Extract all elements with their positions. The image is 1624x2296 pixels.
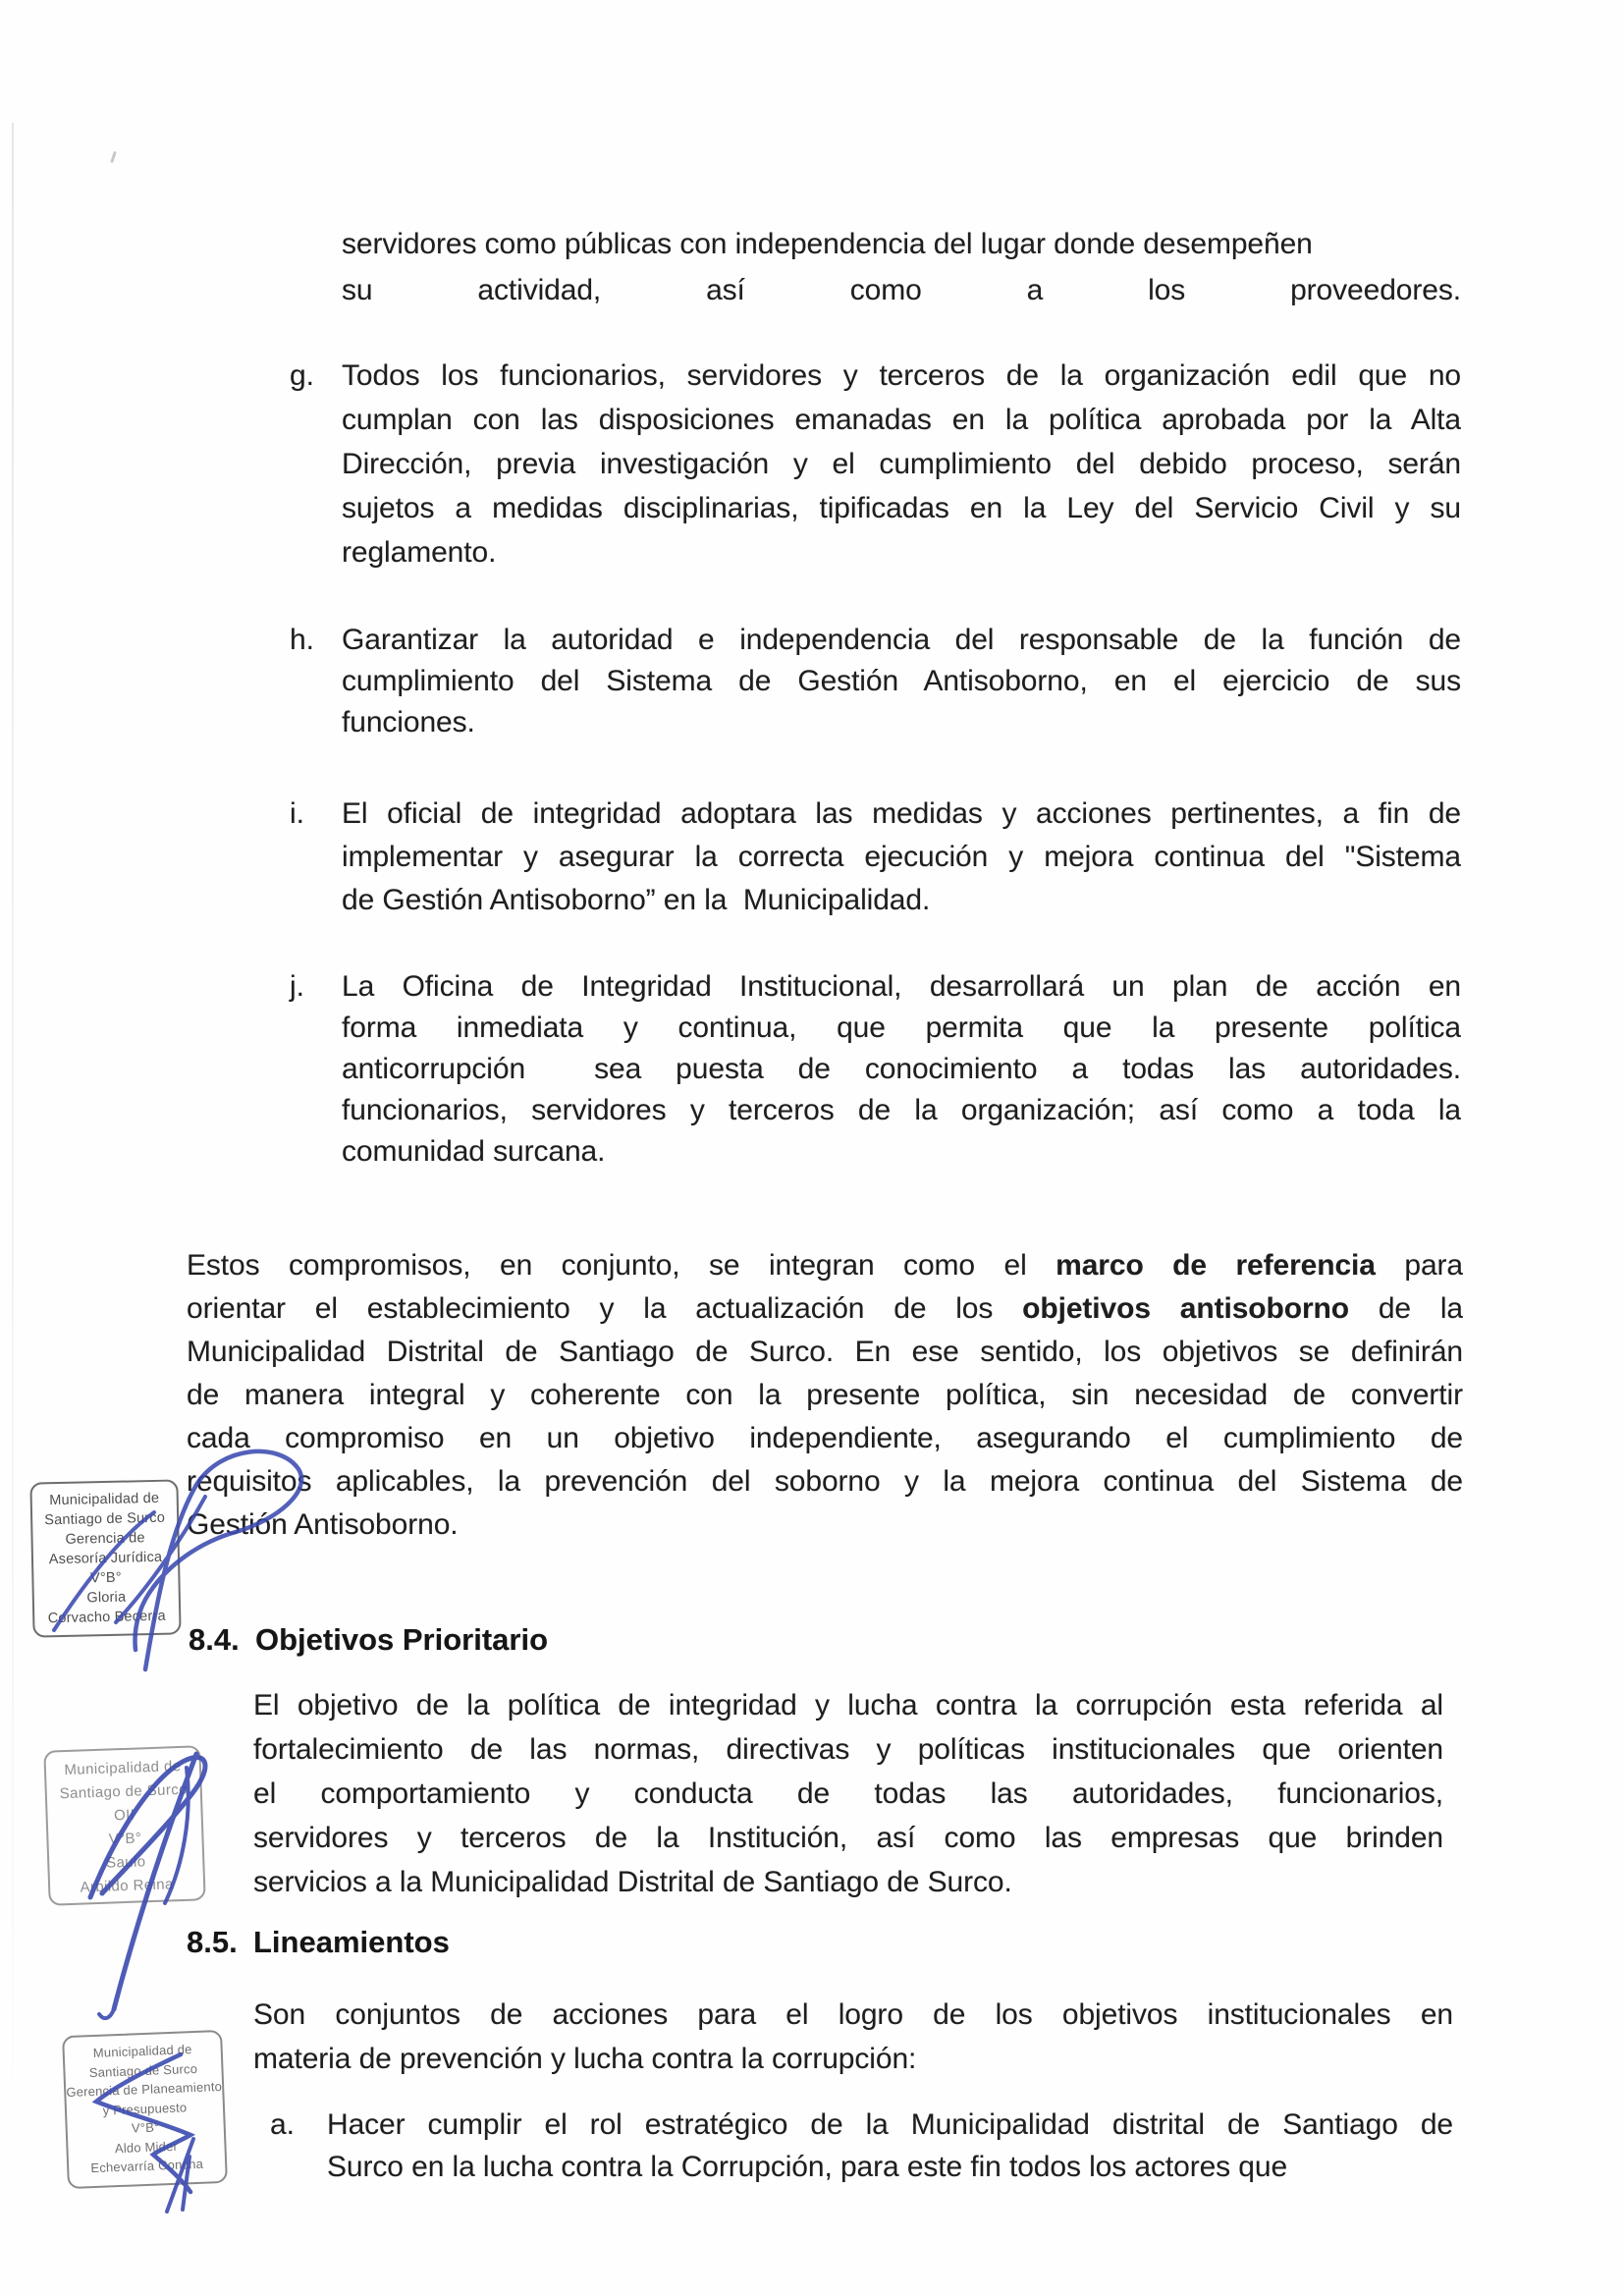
text-line: Surco en la lucha contra la Corrupción, para este fin todos los actores que [327,2151,1288,2183]
stamp-line: Echevarría Concha [90,2156,204,2176]
text-line: requisitos aplicables, la prevención del soborno y la mejora continua del Sistema de [187,1465,1463,1498]
text-line: forma inmediata y continua, que permita que la presente política [342,1011,1461,1044]
stamp-gerencia-planeamiento [62,2030,228,2189]
text-line: Todos los funcionarios, servidores y terceros de la organización edil que no [342,359,1461,392]
stamp-line: Arbildo Reina [80,1876,175,1896]
continuation-paragraph [342,221,1461,313]
section-title: Objetivos Prioritario [255,1622,549,1657]
stamp-line: V°B° [108,1830,142,1848]
stamp-line: OII [113,1806,135,1825]
stamp-line: Aldo Mider [114,2138,179,2156]
text-line: servidores y terceros de la Institución, así como las empresas que brinden [253,1822,1443,1854]
lettered-item-i [290,793,1461,922]
text-segment: orientar el establecimiento y la actualización de los [187,1292,1023,1325]
text-line: El objetivo de la política de integridad y lucha contra la corrupción esta referida al [253,1689,1443,1722]
stamp-line: Corvacho Becerra [47,1608,166,1627]
text-line: implementar y asegurar la correcta ejecución y mejora continua del "Sistema [342,841,1461,873]
item-letter: j. [290,970,304,1003]
lettered-item-g [290,354,1461,574]
text-line: funcionarios, servidores y terceros de la organización; así como a toda la [342,1094,1461,1126]
text-line: sujetos a medidas disciplinarias, tipificadas en la Ley del Servicio Civil y su [342,492,1461,524]
stamp-oii [43,1745,205,1905]
item-letter: g. [290,359,314,392]
text-line: La Oficina de Integridad Institucional, desarrollará un plan de acción en [342,970,1461,1003]
text-line: Dirección, previa investigación y el cumplimiento del debido proceso, serán [342,448,1461,480]
text-line [187,1244,1463,1287]
text-line: de Gestión Antisoborno” en la Municipalidad. [342,884,931,916]
stamp-line: Asesoría Jurídica [48,1549,163,1568]
text-line: de manera integral y coherente con la presente política, sin necesidad de convertir [187,1379,1463,1411]
text-line: cada compromiso en un objetivo independiente, asegurando el cumplimiento de [187,1422,1463,1454]
section-title: Lineamientos [253,1925,450,1959]
text-segment: Estos compromisos, en conjunto, se integran como el [187,1249,1056,1282]
item-letter: i. [290,797,304,830]
text-line: Hacer cumplir el rol estratégico de la Municipalidad distrital de Santiago de [327,2108,1453,2141]
section-heading-8-5 [187,1923,450,1962]
text-line: el comportamiento y conducta de todas las autoridades, funcionarios, [253,1777,1443,1810]
text-segment: de la [1349,1292,1463,1325]
stamp-line: Municipalidad de [49,1490,160,1509]
text-line: Municipalidad Distrital de Santiago de Surco. En ese sentido, los objetivos se definirán [187,1336,1463,1368]
stamp-line: Gerencia de [65,1530,145,1548]
text-segment: para [1375,1249,1463,1282]
text-line: servidores como públicas con independencia del lugar donde desempeñen [342,228,1313,260]
bold-phrase-objetivos-antisoborno: objetivos antisoborno [1022,1292,1349,1325]
text-line: cumplan con las disposiciones emanadas en la política aprobada por la Alta [342,404,1461,436]
bold-phrase-marco-de-referencia: marco de referencia [1056,1249,1376,1282]
lettered-item-j [290,966,1461,1173]
text-line: fortalecimiento de las normas, directivas y políticas institucionales que orienten [253,1733,1443,1766]
lettered-item-h [290,620,1461,743]
text-line: funciones. [342,706,475,738]
lettered-item-a [270,2104,1453,2188]
stamp-line: Santiago de Surco [59,1780,189,1803]
text-line: materia de prevención y lucha contra la corrupción: [253,2043,917,2075]
section-heading-8-4 [189,1620,548,1660]
text-line: cumplimiento del Sistema de Gestión Antisoborno, en el ejercicio de sus [342,665,1461,697]
stamp-line: Municipalidad de [64,1757,182,1779]
scan-speck [110,151,117,163]
text-line [187,1287,1463,1331]
stamp-line: y Presupuesto [102,2099,188,2118]
stamp-line: Gerencia de Planeamiento [66,2078,223,2101]
text-line: anticorrupción sea puesta de conocimiento a todas las autoridades. [342,1053,1461,1085]
closing-paragraph [187,1244,1463,1547]
item-letter: a. [270,2108,295,2141]
text-line: Gestión Antisoborno. [187,1508,459,1541]
text-line: El oficial de integridad adoptara las medidas y acciones pertinentes, a fin de [342,797,1461,830]
scan-edge-line [12,123,14,2165]
text-line: Garantizar la autoridad e independencia del responsable de la función de [342,624,1461,656]
section-8-4-body [253,1683,1443,1904]
stamp-line: Santiago de Surco [44,1509,166,1529]
stamp-line: Saulo [105,1853,146,1872]
text-line: reglamento. [342,536,497,569]
text-line: su actividad, así como a los proveedores. [342,274,1461,306]
stamp-line: Gloria [86,1589,127,1607]
item-letter: h. [290,624,314,656]
section-number: 8.5. [187,1925,238,1959]
section-8-5-body [253,1993,1453,2081]
stamp-line: Municipalidad de [92,2042,192,2060]
stamp-line: Santiago de Surco [88,2060,198,2080]
text-line: servicios a la Municipalidad Distrital de Santiago de Surco. [253,1866,1012,1898]
stamp-line: V°B° [89,1569,122,1587]
stamp-gerencia-asesoria-juridica [29,1479,181,1637]
section-number: 8.4. [189,1622,240,1657]
stamp-line: V°B° [131,2119,160,2136]
text-line: Son conjuntos de acciones para el logro de los objetivos institucionales en [253,1998,1453,2031]
text-line: comunidad surcana. [342,1135,606,1168]
